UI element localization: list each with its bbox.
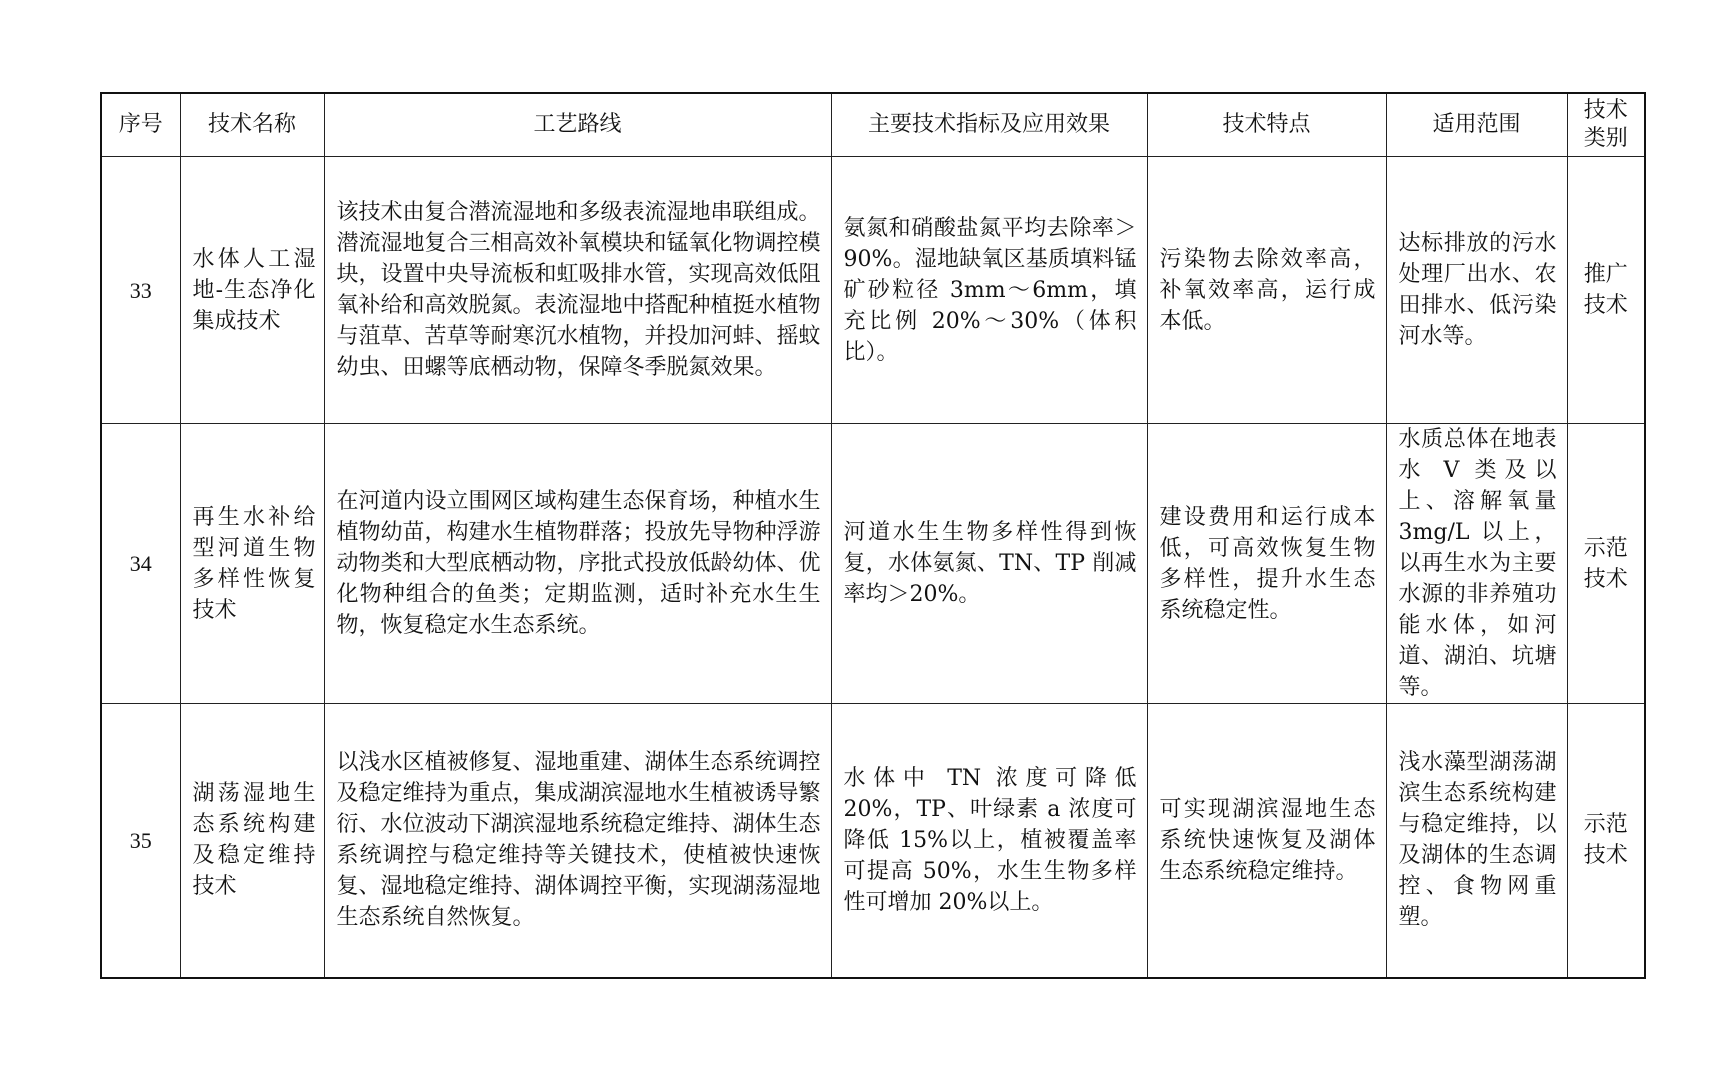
technology-table: [100, 92, 1646, 979]
features-text: 可实现湖滨湿地生态系统快速恢复及湖体生态系统稳定维持。: [1159, 796, 1376, 884]
header-category-label: 技术类别: [1583, 98, 1628, 151]
header-route: 工艺路线: [324, 93, 831, 157]
header-name: 技术名称: [180, 93, 324, 157]
scope: [1386, 704, 1567, 978]
scope: [1386, 157, 1567, 424]
process-route: [324, 157, 831, 424]
scope: [1386, 424, 1567, 704]
header-no: 序号: [101, 93, 180, 157]
features: [1147, 424, 1386, 704]
header-features: 技术特点: [1147, 93, 1386, 157]
process-route-text: 以浅水区植被修复、湿地重建、湖体生态系统调控及稳定维持为重点，集成湖滨湿地水生植被诱导繁衍、水位波动下湖滨湿地系统稳定维持、湖体生态系统调控与稳定维持等关键技术，使植被快速恢复、湿地稳定维持、湖体调控平衡，实现湖荡湿地生态系统自然恢复。: [336, 750, 821, 931]
row-number: 35: [101, 704, 180, 978]
category-text: 示范技术: [1583, 812, 1628, 869]
process-route-text: 该技术由复合潜流湿地和多级表流湿地串联组成。潜流湿地复合三相高效补氧模块和锰氧化物调控模块，设置中央导流板和虹吸排水管，实现高效低阻氧补给和高效脱氮。表流湿地中搭配种植挺水植物与菹草、苦草等耐寒沉水植物，并投加河蚌、摇蚊幼虫、田螺等底栖动物，保障冬季脱氮效果。: [336, 200, 821, 380]
indicators: [831, 704, 1147, 978]
tech-name: [180, 157, 324, 424]
features-text: 污染物去除效率高，补氧效率高，运行成本低。: [1159, 246, 1376, 334]
process-route: [324, 424, 831, 704]
table-header: [101, 93, 1645, 157]
category: [1567, 157, 1645, 424]
process-route-text: 在河道内设立围网区域构建生态保育场，种植水生植物幼苗，构建水生植物群落；投放先导物种浮游动物类和大型底栖动物，序批式投放低龄幼体、优化物种组合的鱼类；定期监测，适时补充水生生物，恢复稳定水生态系统。: [336, 489, 821, 638]
table-row: [101, 424, 1645, 704]
row-number: 34: [101, 424, 180, 704]
tech-name-text: 水体人工湿地-生态净化集成技术: [192, 246, 316, 334]
scope-text: 水质总体在地表水 V 类及以上、溶解氧量 3mg/L 以上，以再生水为主要水源的非养殖功能水体，如河道、湖泊、坑塘等。: [1398, 427, 1557, 700]
row-number: 33: [101, 157, 180, 424]
header-category: [1567, 93, 1645, 157]
category-text: 推广技术: [1583, 262, 1628, 318]
features: [1147, 157, 1386, 424]
table-body: [101, 157, 1645, 978]
features: [1147, 704, 1386, 978]
header-row: [101, 93, 1645, 157]
tech-name-text: 再生水补给型河道生物多样性恢复技术: [192, 504, 316, 623]
tech-name-text: 湖荡湿地生态系统构建及稳定维持技术: [192, 781, 316, 900]
table-row: [101, 157, 1645, 424]
indicators: [831, 157, 1147, 424]
category: [1567, 704, 1645, 978]
tech-name: [180, 704, 324, 978]
header-indicators: 主要技术指标及应用效果: [831, 93, 1147, 157]
category: [1567, 424, 1645, 704]
indicators: [831, 424, 1147, 704]
category-text: 示范技术: [1583, 535, 1628, 592]
features-text: 建设费用和运行成本低，可高效恢复生物多样性，提升水生态系统稳定性。: [1159, 504, 1376, 623]
header-scope: 适用范围: [1386, 93, 1567, 157]
indicators-text: 河道水生生物多样性得到恢复，水体氨氮、TN、TP 削减率均＞20%。: [843, 520, 1137, 607]
table-row: [101, 704, 1645, 978]
scope-text: 浅水藻型湖荡湖滨生态系统构建与稳定维持，以及湖体的生态调控、食物网重塑。: [1398, 750, 1557, 931]
process-route: [324, 704, 831, 978]
tech-name: [180, 424, 324, 704]
indicators-text: 氨氮和硝酸盐氮平均去除率＞90%。湿地缺氧区基质填料锰矿砂粒径 3mm～6mm，填充比例 20%～30%（体积比）。: [843, 215, 1137, 365]
scope-text: 达标排放的污水处理厂出水、农田排水、低污染河水等。: [1398, 231, 1557, 349]
indicators-text: 水体中 TN 浓度可降低 20%，TP、叶绿素 a 浓度可降低 15%以上，植被覆盖率可提高 50%，水生生物多样性可增加 20%以上。: [843, 765, 1137, 915]
